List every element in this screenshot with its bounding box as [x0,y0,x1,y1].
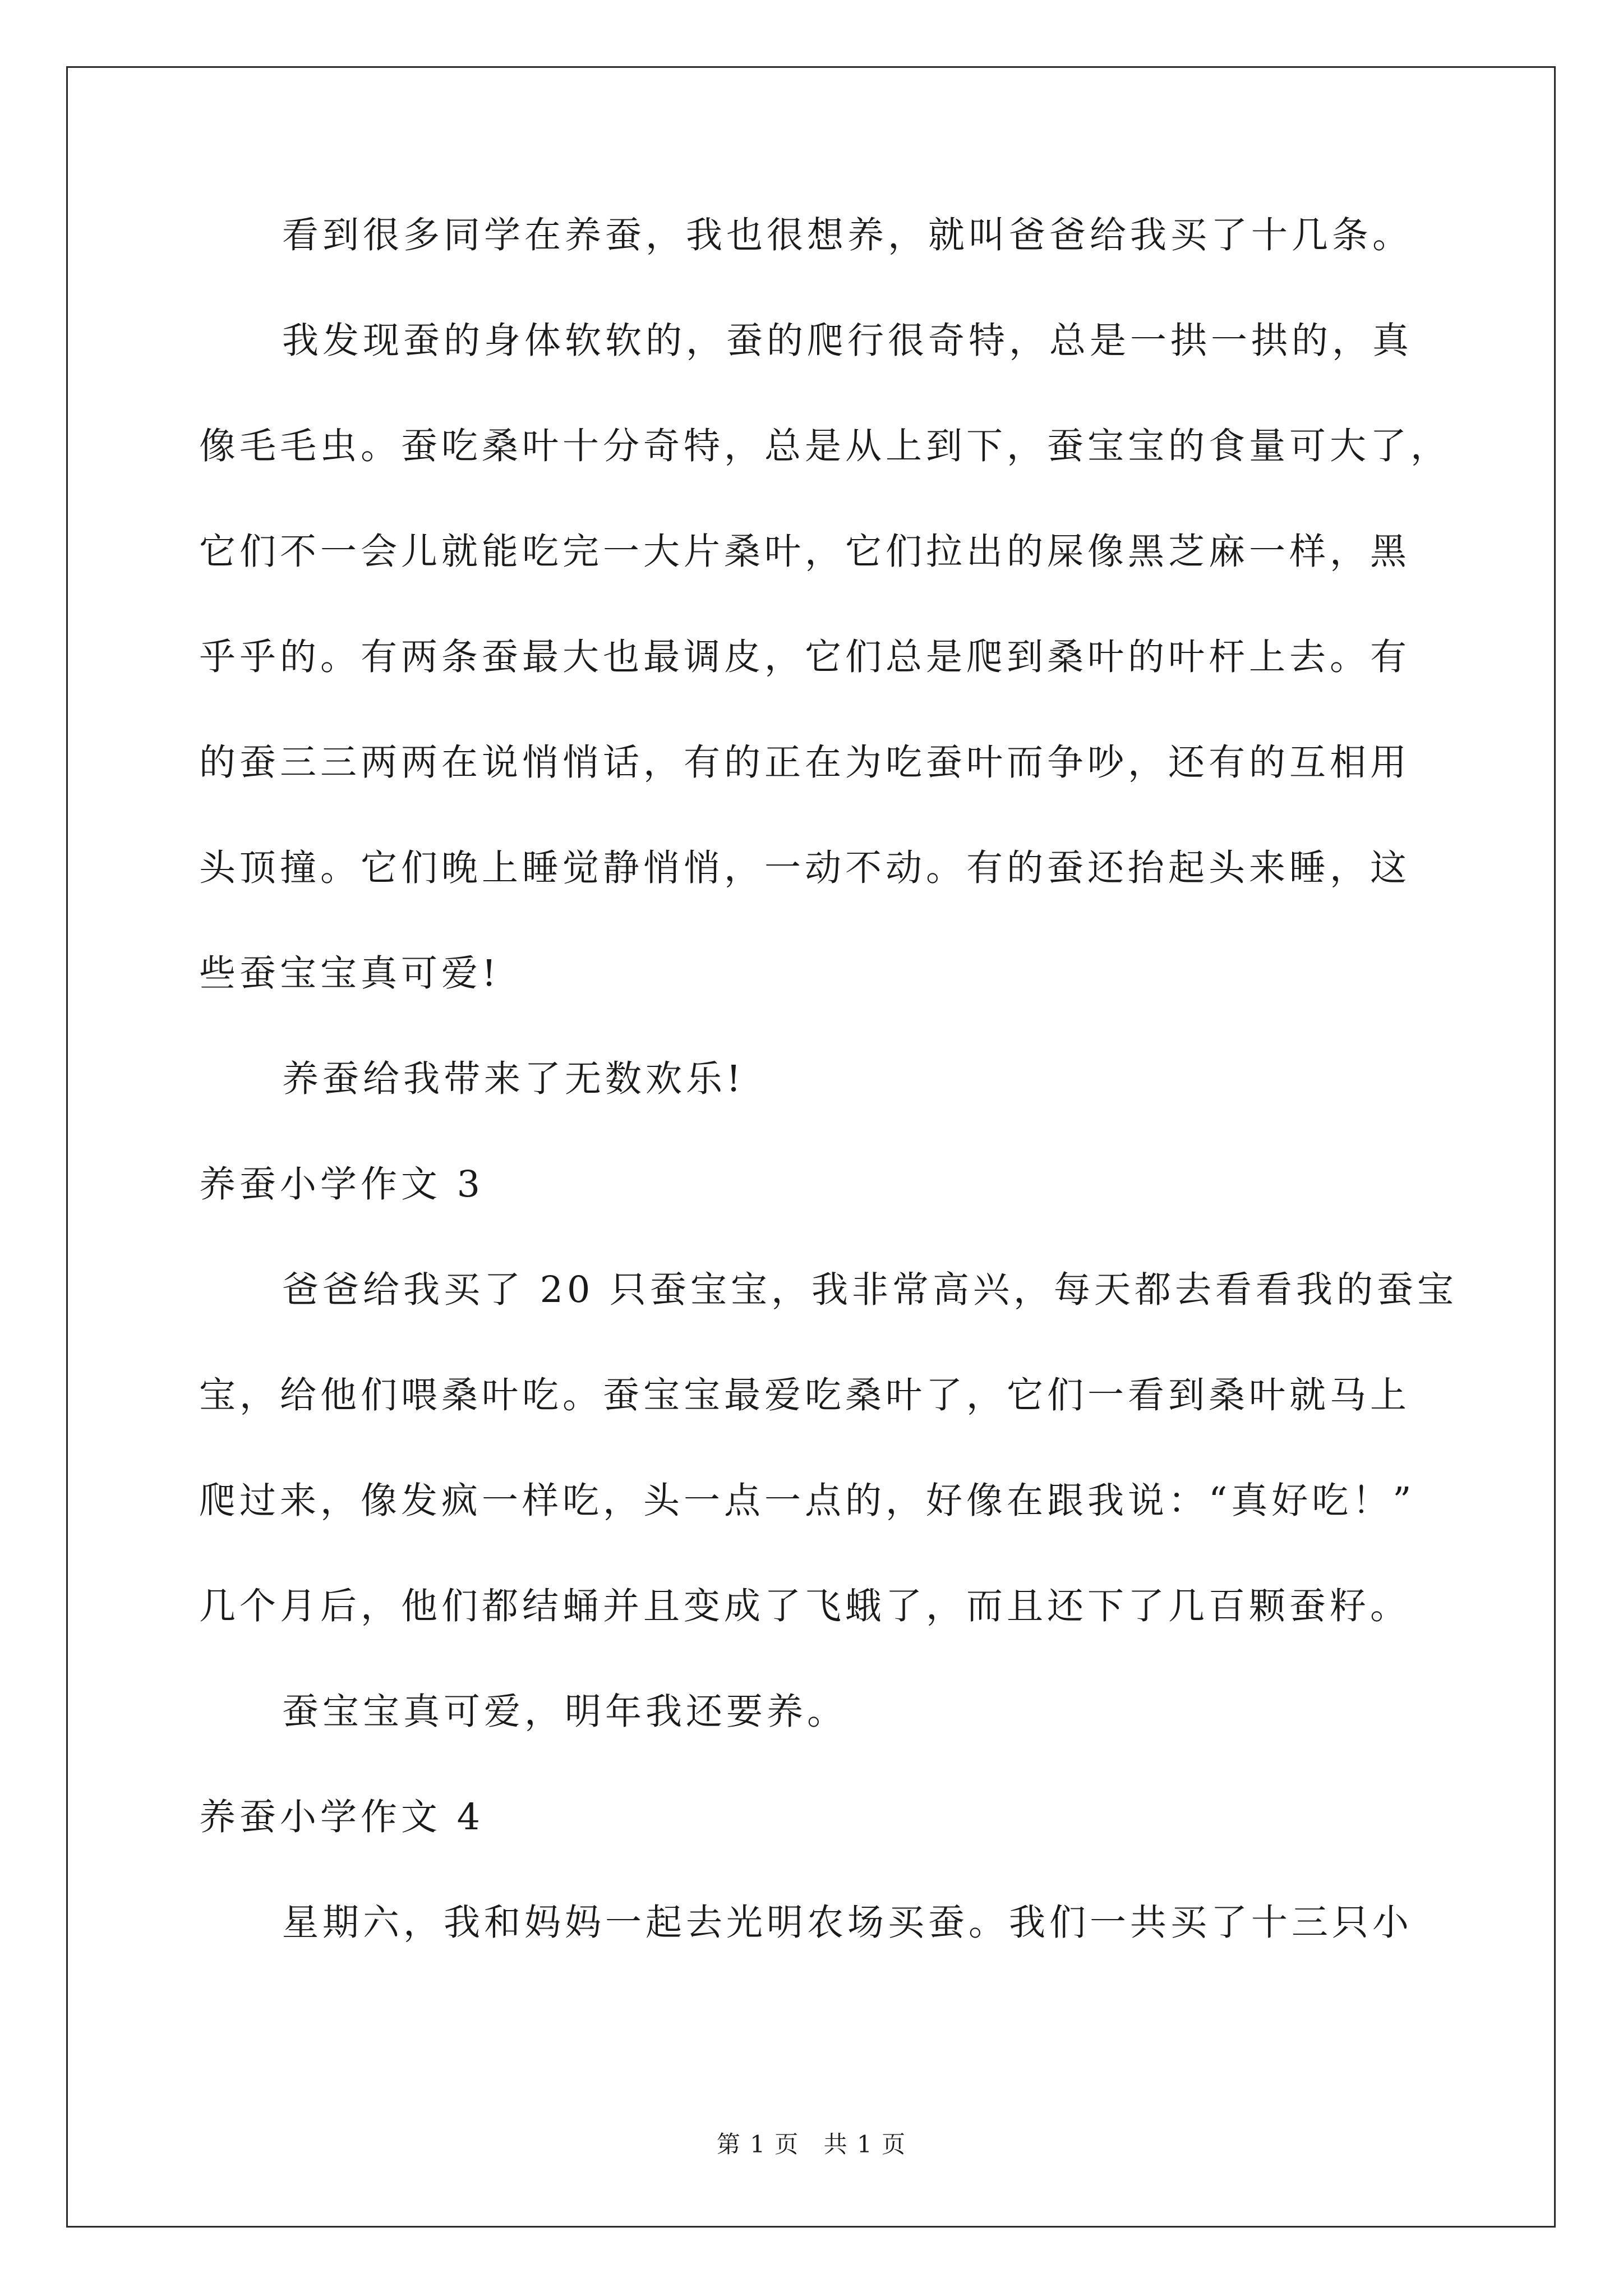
page-number: 第 1 页 [716,2131,800,2158]
text-line: 像毛毛虫。蚕吃桑叶十分奇特，总是从上到下，蚕宝宝的食量可大了， [199,425,1451,467]
text-line: 蚕宝宝真可爱，明年我还要养。 [282,1691,848,1733]
text-line: 几个月后，他们都结蛹并且变成了飞蛾了，而且还下了几百颗蚕籽。 [199,1585,1411,1627]
text-line: 宝，给他们喂桑叶吃。蚕宝宝最爱吃桑叶了，它们一看到桑叶就马上 [199,1374,1411,1416]
text-line: 我发现蚕的身体软软的，蚕的爬行很奇特，总是一拱一拱的，真 [282,320,1413,362]
text-line: 爸爸给我买了 20 只蚕宝宝，我非常高兴，每天都去看看我的蚕宝 [282,1269,1458,1311]
section-heading: 养蚕小学作文 4 [199,1796,485,1838]
text-line: 看到很多同学在养蚕，我也很想养，就叫爸爸给我买了十几条。 [282,214,1413,256]
text-line: 爬过来，像发疯一样吃，头一点一点的，好像在跟我说：“真好吃！” [199,1480,1415,1522]
text-line: 乎乎的。有两条蚕最大也最调皮，它们总是爬到桑叶的叶杆上去。有 [199,636,1411,678]
section-heading: 养蚕小学作文 3 [199,1163,485,1205]
text-line: 的蚕三三两两在说悄悄话，有的正在为吃蚕叶而争吵，还有的互相用 [199,742,1411,784]
text-line: 些蚕宝宝真可爱! [199,953,501,995]
page-count: 共 1 页 [823,2131,907,2158]
text-line: 它们不一会儿就能吃完一大片桑叶，它们拉出的屎像黑芝麻一样，黑 [199,531,1411,573]
text-line: 星期六，我和妈妈一起去光明农场买蚕。我们一共买了十三只小 [282,1902,1413,1944]
text-line: 养蚕给我带来了无数欢乐! [282,1058,745,1100]
page-footer [0,2126,1623,2160]
text-line: 头顶撞。它们晚上睡觉静悄悄，一动不动。有的蚕还抬起头来睡，这 [199,847,1411,889]
